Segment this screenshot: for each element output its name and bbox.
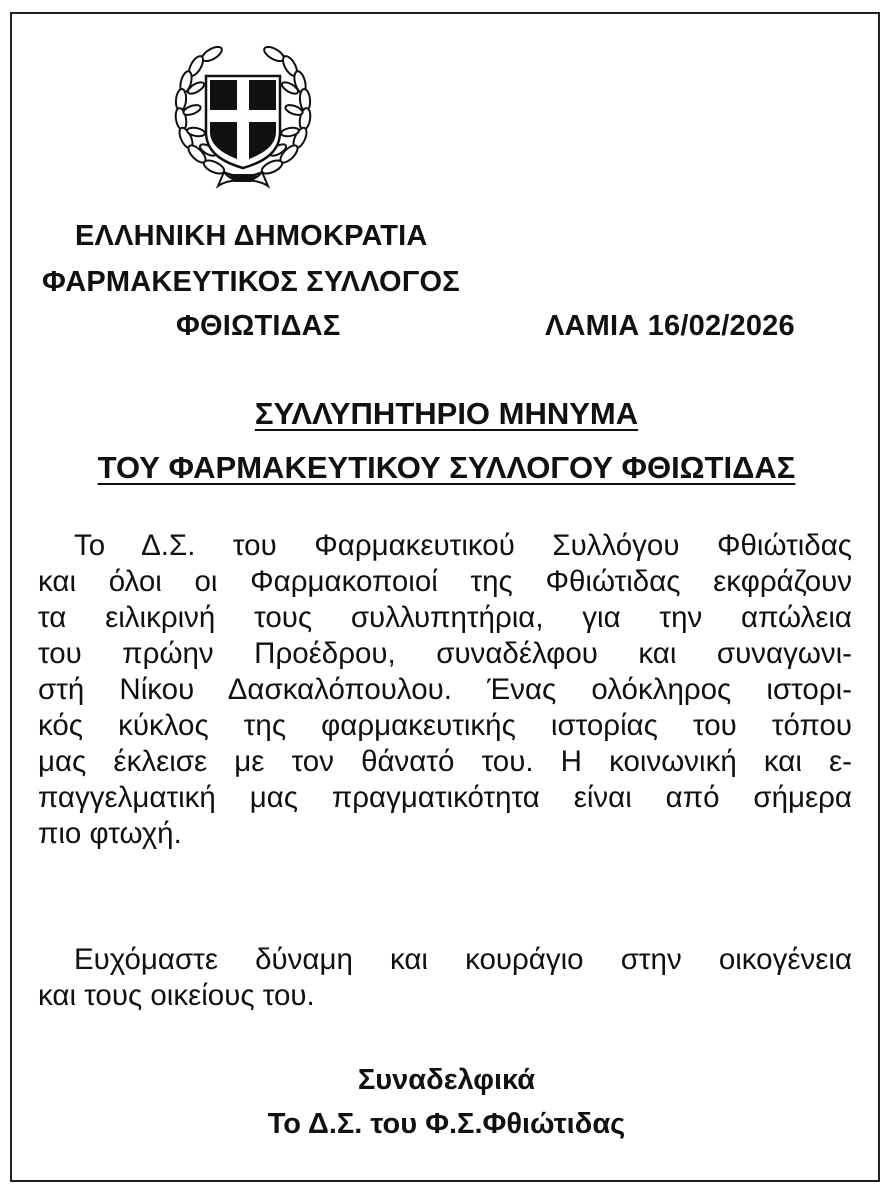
paragraph-line: Το Δ.Σ. του Φαρμακευτικού Συλλόγου Φθιώτιδας <box>74 529 852 562</box>
title-line-2: ΤΟΥ ΦΑΡΜΑΚΕΥΤΙΚΟΥ ΣΥΛΛΟΓΟΥ ΦΘΙΩΤΙΔΑΣ <box>97 450 796 485</box>
header-line-2: ΦΑΡΜΑΚΕΥΤΙΚΟΣ ΣΥΛΛΟΓΟΣ <box>42 266 460 298</box>
paragraph-line: στή Νίκου Δασκαλόπουλου. Ένας ολόκληρος ιστορι- <box>38 673 852 706</box>
greek-coat-of-arms-icon <box>172 44 314 190</box>
paragraph-line: του πρώην Προέδρου, συναδέλφου και συναγωνι- <box>38 637 852 670</box>
paragraph-line: τα ειλικρινή τους συλλυπητήρια, για την απώλεια <box>38 601 852 634</box>
paragraph-wishes <box>38 942 852 1014</box>
header-line-1: ΕΛΛΗΝΙΚΗ ΔΗΜΟΚΡΑΤΙΑ <box>75 220 428 252</box>
paragraph-line: παγγελματική μας πραγματικότητα είναι από σήμερα <box>38 781 852 814</box>
paragraph-line: πιο φτωχή. <box>38 817 182 850</box>
signer: Το Δ.Σ. του Φ.Σ.Φθιώτιδας <box>267 1108 626 1140</box>
closing-salutation: Συναδελφικά <box>357 1064 536 1096</box>
paragraph-line: Ευχόμαστε δύναμη και κουράγιο στην οικογένεια <box>74 943 852 976</box>
place-date: ΛΑΜΙΑ 16/02/2026 <box>545 310 795 342</box>
paragraph-line: και όλοι οι Φαρμακοποιοί της Φθιώτιδας εκφράζουν <box>38 565 852 598</box>
header-line-3: ΦΘΙΩΤΙΔΑΣ <box>176 310 341 342</box>
paragraph-line: και τους οικείους του. <box>38 979 315 1012</box>
paragraph-line: κός κύκλος της φαρμακευτικής ιστορίας του τόπου <box>38 709 852 742</box>
paragraph-main <box>38 528 852 852</box>
title-line-1: ΣΥΛΛΥΠΗΤΗΡΙΟ ΜΗΝΥΜΑ <box>254 396 639 431</box>
paragraph-line: μας έκλεισε με τον θάνατό του. Η κοινωνική και ε- <box>38 745 852 778</box>
